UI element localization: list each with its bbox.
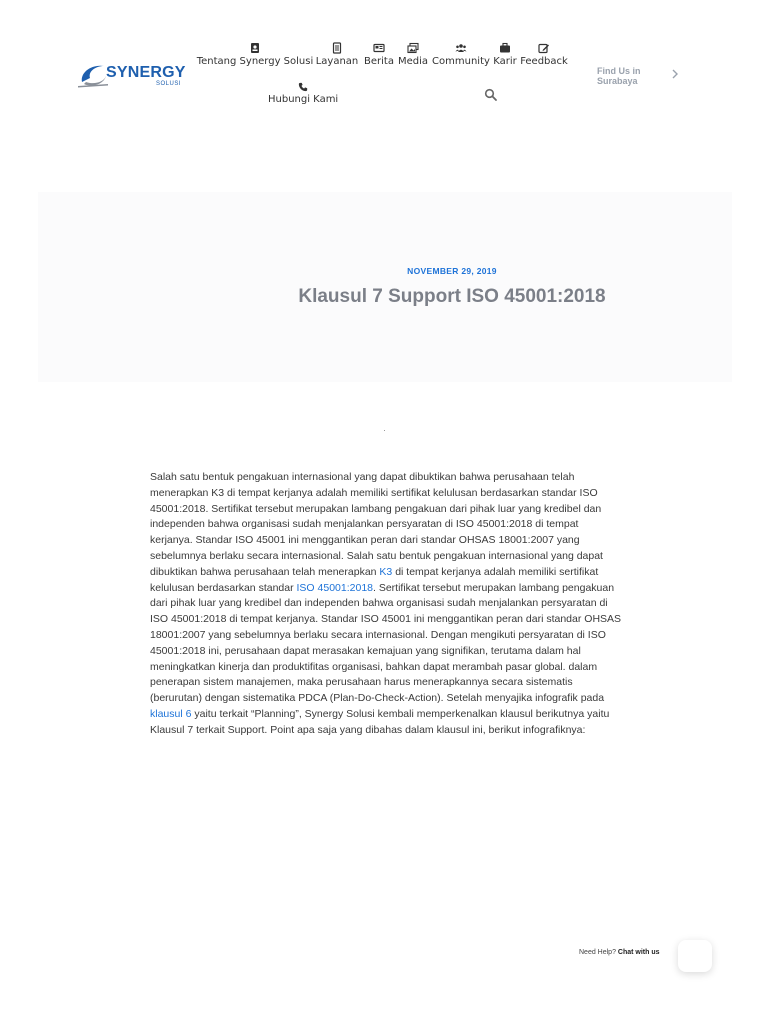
- images-icon: [407, 42, 419, 54]
- article-text: . Sertifikat tersebut merupakan lambang pengakuan dari pihak luar yang kredibel dan independen bahwa organisasi sudah menjalankan persyaratan di ISO 45001:2018 di tempat kerjanya. Standar ISO 45001 ini menggantikan peran dari standar OHSAS 18001:2007 yang sebelumnya berlaku secara internasional. Dengan mengikuti persyaratan di ISO 45001:2018 ini, perusahaan dapat merasakan kemajuan yang signifikan, terutama dalam hal meningkatkan kinerja dan produktifitas organisasi, bahkan dapat merambah pasar global. dalam penerapan sistem manajemen, maka perusahaan harus menerapkannya secara sistematis (berurutan) dengan sistematika PDCA (Plan-Do-Check-Action). Setelah menyajika infografik pada: [150, 581, 622, 705]
- nav-label: Berita: [364, 56, 394, 67]
- chat-prompt[interactable]: [579, 949, 660, 956]
- edit-icon: [538, 42, 550, 54]
- main-navigation: [196, 42, 570, 67]
- brand-name[interactable]: SYNERGY: [106, 64, 186, 81]
- nav-label: Layanan: [315, 56, 359, 67]
- newspaper-icon: [373, 42, 385, 54]
- find-us-link[interactable]: [597, 66, 641, 86]
- post-title: Klausul 7 Support ISO 45001:2018: [298, 286, 606, 307]
- nav-item-berita[interactable]: [362, 42, 396, 67]
- article-body: [150, 470, 622, 739]
- find-us-line2: Surabaya: [597, 76, 638, 86]
- brand-subtitle: SOLUSI: [156, 81, 182, 87]
- chat-action: Chat with us: [617, 949, 660, 956]
- phone-icon: [298, 82, 308, 92]
- nav-item-hubungi-kami[interactable]: [268, 82, 338, 105]
- nav-label: Community: [432, 56, 490, 67]
- nav-label: Karir: [493, 56, 517, 67]
- post-date: NOVEMBER 29, 2019: [407, 266, 497, 276]
- nav-label: Tentang Synergy Solusi: [196, 56, 314, 67]
- briefcase-icon: [499, 42, 511, 54]
- search-icon[interactable]: [484, 88, 498, 102]
- find-us-line1: Find Us in: [597, 66, 641, 76]
- nav-item-tentang[interactable]: [196, 42, 314, 67]
- document-icon: [331, 42, 343, 54]
- chat-button[interactable]: [678, 940, 712, 972]
- nav-label: Media: [397, 56, 429, 67]
- separator-dot: [384, 430, 385, 431]
- article-text: Salah satu bentuk pengakuan internasional yang dapat dibuktikan bahwa perusahaan telah menerapkan K3 di tempat kerjanya adalah memiliki sertifikat kelulusan berdasarkan standar ISO 45001:2018. Sertifikat tersebut merupakan lambang pengakuan dari pihak luar yang kredibel dan independen bahwa organisasi sudah menjalankan persyaratan di ISO 45001:2018 di tempat kerjanya. Standar ISO 45001 ini menggantikan peran dari standar OHSAS 18001:2007 yang sebelumnya berlaku secara internasional. Salah satu bentuk pengakuan internasional yang dapat dibuktikan bahwa perusahaan telah menerapkan: [150, 471, 603, 578]
- nav-item-community[interactable]: [430, 42, 492, 67]
- link-k3[interactable]: K3: [379, 565, 393, 578]
- nav-item-feedback[interactable]: [518, 42, 570, 67]
- users-icon: [455, 42, 467, 54]
- chevron-right-icon[interactable]: [670, 68, 680, 80]
- link-klausul-6[interactable]: klausul 6: [150, 707, 192, 720]
- nav-item-layanan[interactable]: [312, 42, 362, 67]
- chat-prefix: Need Help?: [579, 949, 616, 956]
- article-text: di tempat kerjanya adalah memiliki sertifikat kelulusan berdasarkan standar: [150, 565, 599, 594]
- nav-item-karir[interactable]: [492, 42, 518, 67]
- nav-label: Feedback: [520, 56, 568, 67]
- nav-label: Hubungi Kami: [268, 94, 339, 105]
- nav-item-media[interactable]: [396, 42, 430, 67]
- article-text: yaitu terkait “Planning”, Synergy Solusi kembali memperkenalkan klausul berikutnya yaitu Klausul 7 terkait Support. Point apa saja yang dibahas dalam klausul ini, berikut infografiknya:: [150, 707, 610, 736]
- link-iso-45001[interactable]: ISO 45001:2018: [296, 581, 373, 594]
- id-card-icon: [249, 42, 261, 54]
